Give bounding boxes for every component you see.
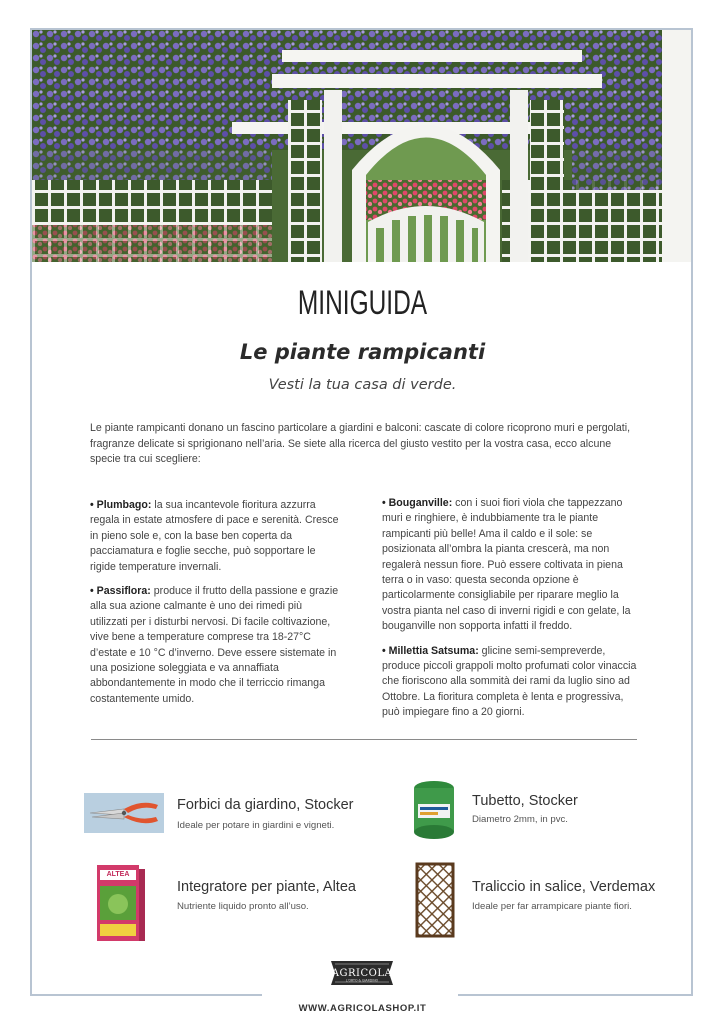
section-divider (91, 739, 637, 740)
plant-description: con i suoi fiori viola che tappezzano muri e ringhiere, è indubbiamente tra le piante rampicanti più belle! Ama il caldo e il sole: se posizionata all’ombra la pianta crescerà, ma non regalerà nessun fiore. Può essere coltivata in piena terra o in vaso: questa seconda opzione è particolarmente consigliabile per riparare meglio la vostra pianta nel caso di inverni rigidi e con gelate, la bouganville non sopporta infatti il freddo. (382, 497, 631, 633)
product-tube-image[interactable] (411, 778, 457, 845)
plant-name: • Bouganville: (382, 497, 453, 509)
product-name[interactable]: Forbici da giardino, Stocker (177, 797, 354, 813)
plants-column-left (90, 498, 342, 716)
plant-entry-bouganville (382, 496, 638, 635)
product-altea-box-image[interactable] (96, 864, 146, 947)
plant-name: • Plumbago: (90, 499, 152, 511)
plant-entry-plumbago (90, 498, 342, 575)
product-description: Ideale per far arrampicare piante fiori. (472, 901, 632, 912)
frame-gap (262, 990, 458, 1002)
plant-description: produce il frutto della passione e grazie alla sua azione calmante è uno dei rimedi più utilizzati per i disturbi nervosi. Di facile coltivazione, vive bene a temperature comprese tra 18-27°C d’estate e 10 °C d’inverno. Deve essere sistemate in una posizione soleggiata e va annaffiata abbondantemente in modo che il terriccio rimanga costantemente umido. (90, 585, 339, 705)
page-tagline: Vesti la tua casa di verde. (268, 377, 457, 393)
altea-box-label: ALTEA (106, 871, 130, 878)
plant-description: la sua incantevole fioritura azzurra regala in estate atmosfere di pace e serenità. Cresce in pieno sole e, con la base ben coperta da pacciamatura e foglie secche, può sopportare le rigide temperature invernali. (90, 499, 339, 573)
intro-paragraph: Le piante rampicanti donano un fascino particolare a giardini e balconi: cascate di colore ricoprono muri e pergolati, fragranze delicate si sprigionano nell’aria. Se siete alla ricerca del giusto vestito per la vostra casa, ecco alcune specie tra cui scegliere: (90, 422, 631, 465)
hero-photo-pergola (32, 30, 691, 262)
plant-entry-passiflora (90, 584, 342, 707)
product-description: Diametro 2mm, in pvc. (472, 814, 568, 825)
logo-wordmark: AGRICOLA (331, 968, 393, 979)
product-description: Nutriente liquido pronto all’uso. (177, 901, 309, 912)
page-subtitle: Le piante rampicanti (239, 340, 486, 364)
plant-name: • Millettia Satsuma: (382, 644, 479, 657)
product-name[interactable]: Traliccio in salice, Verdemax (472, 879, 656, 895)
product-scissors-image[interactable] (84, 793, 164, 838)
agricola-logo[interactable] (327, 955, 397, 991)
product-description: Ideale per potare in giardini e vigneti. (177, 820, 335, 831)
footer-website-link[interactable]: WWW.AGRICOLASHOP.IT (298, 1003, 427, 1014)
product-name[interactable]: Integratore per piante, Altea (177, 879, 356, 895)
plant-entry-millettia (382, 644, 638, 721)
product-trellis-image[interactable] (415, 862, 455, 943)
plant-name: • Passiflora: (90, 585, 151, 598)
plants-column-right (382, 496, 638, 730)
plant-description: glicine semi-sempreverde, produce piccoli grappoli molto profumati color vinaccia che fioriscono alla sommità dei rami da luglio sino ad Ottobre. La fioritura completa è lenta e progressiva, può impiegare fino a 20 giorni. (382, 644, 637, 719)
page-title: MINIGUIDA (297, 284, 428, 322)
product-name[interactable]: Tubetto, Stocker (472, 793, 578, 809)
logo-tagline: L'ORTO & GIARDINO (345, 978, 379, 983)
